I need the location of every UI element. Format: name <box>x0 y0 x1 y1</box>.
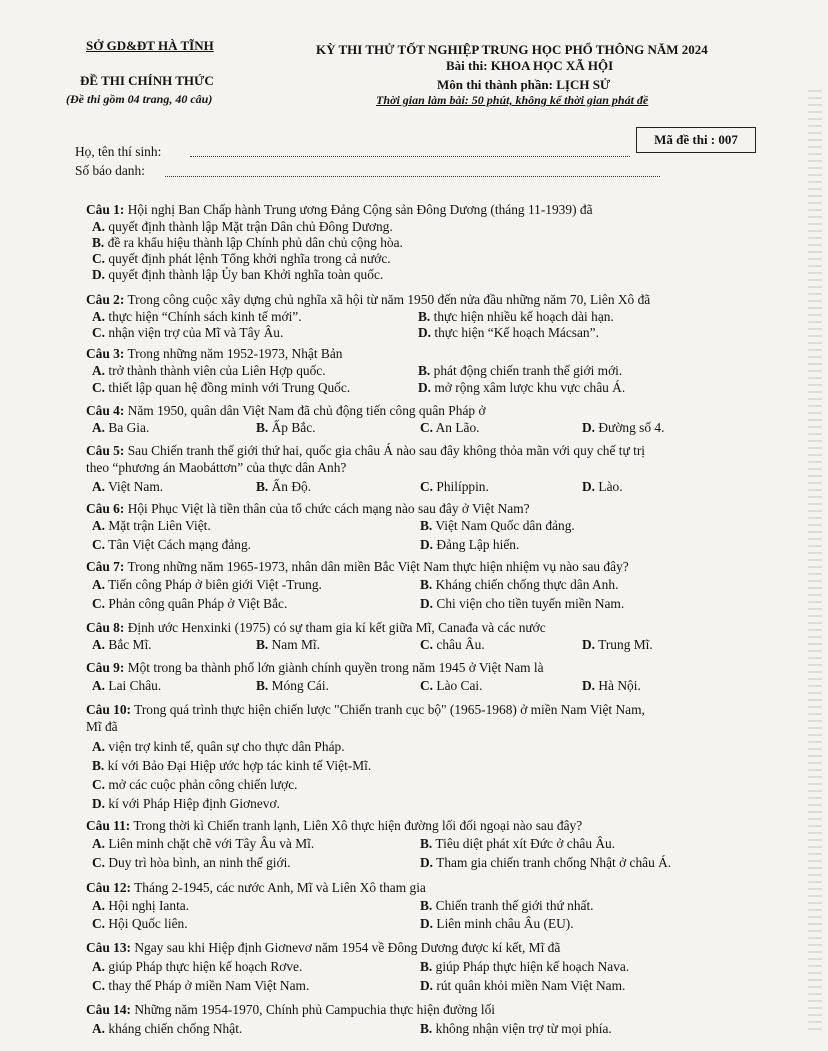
q7-option-d[interactable]: D. Chi viện cho tiền tuyến miền Nam. <box>420 596 625 611</box>
q12-option-b[interactable]: B. Chiến tranh thế giới thứ nhất. <box>420 898 594 913</box>
question-2: Câu 2: Trong công cuộc xây dựng chủ nghĩa xã hội từ năm 1950 đến nửa đầu những năm 70, Liên Xô đã <box>86 292 651 307</box>
question-10-cont: Mĩ đã <box>86 719 118 734</box>
q11-option-a[interactable]: A. Liên minh chặt chẽ với Tây Âu và Mĩ. <box>92 836 315 851</box>
q3-option-b[interactable]: B. phát động chiến tranh thế giới mới. <box>418 363 623 378</box>
question-14: Câu 14: Những năm 1954-1970, Chính phủ Campuchia thực hiện đường lối <box>86 1002 495 1017</box>
q9-option-c[interactable]: C. Lào Cai. <box>420 678 483 693</box>
q1-option-a[interactable]: A. quyết định thành lập Mặt trận Dân chủ Đông Dương. <box>92 219 393 234</box>
question-7: Câu 7: Trong những năm 1965-1973, nhân dân miền Bắc Việt Nam thực hiện nhiệm vụ nào sau đây? <box>86 559 629 574</box>
q12-option-d[interactable]: D. Liên minh châu Âu (EU). <box>420 916 574 931</box>
q2-option-b[interactable]: B. thực hiện nhiều kế hoạch dài hạn. <box>418 309 614 324</box>
q11-option-b[interactable]: B. Tiêu diệt phát xít Đức ở châu Âu. <box>420 836 616 851</box>
id-field[interactable] <box>165 176 660 177</box>
binding-edge <box>808 90 822 1030</box>
question-4: Câu 4: Năm 1950, quân dân Việt Nam đã chủ động tiến công quân Pháp ở <box>86 403 486 418</box>
q3-option-c[interactable]: C. thiết lập quan hệ đồng minh với Trung Quốc. <box>92 380 351 395</box>
q11-option-d[interactable]: D. Tham gia chiến tranh chống Nhật ở châu Á. <box>420 855 672 870</box>
q13-option-a[interactable]: A. giúp Pháp thực hiện kế hoạch Rơve. <box>92 959 303 974</box>
q9-option-b[interactable]: B. Móng Cái. <box>256 678 329 693</box>
q10-option-b[interactable]: B. kí với Bảo Đại Hiệp ước hợp tác kinh tế Việt-Mĩ. <box>92 758 372 773</box>
q10-option-c[interactable]: C. mở các cuộc phản công chiến lược. <box>92 777 298 792</box>
q2-option-a[interactable]: A. thực hiện “Chính sách kinh tế mới”. <box>92 309 302 324</box>
q11-option-c[interactable]: C. Duy trì hòa bình, an ninh thế giới. <box>92 855 291 870</box>
q12-option-c[interactable]: C. Hội Quốc liên. <box>92 916 188 931</box>
q2-option-d[interactable]: D. thực hiện “Kế hoạch Mácsan”. <box>418 325 599 340</box>
question-11: Câu 11: Trong thời kì Chiến tranh lạnh, Liên Xô thực hiện đường lối đối ngoại nào sau đây? <box>86 818 583 833</box>
name-label: Họ, tên thí sinh: <box>75 144 162 159</box>
q8-option-d[interactable]: D. Trung Mĩ. <box>582 637 653 652</box>
question-3: Câu 3: Trong những năm 1952-1973, Nhật Bản <box>86 346 343 361</box>
q6-option-b[interactable]: B. Việt Nam Quốc dân đảng. <box>420 518 575 533</box>
q4-option-c[interactable]: C. An Lão. <box>420 420 480 435</box>
question-1: Câu 1: Hội nghị Ban Chấp hành Trung ương Đảng Cộng sản Đông Dương (tháng 11-1939) đã <box>86 202 593 217</box>
question-13: Câu 13: Ngay sau khi Hiệp định Giơnevơ năm 1954 về Đông Dương được kí kết, Mĩ đã <box>86 940 561 955</box>
official-label: ĐỀ THI CHÍNH THỨC <box>80 73 214 88</box>
id-label: Số báo danh: <box>75 163 145 178</box>
q3-option-a[interactable]: A. trở thành thành viên của Liên Hợp quốc. <box>92 363 326 378</box>
q8-option-a[interactable]: A. Bắc Mĩ. <box>92 637 152 652</box>
exam-code-box: Mã đề thi : 007 <box>636 127 756 153</box>
question-9: Câu 9: Một trong ba thành phố lớn giành chính quyền trong năm 1945 ở Việt Nam là <box>86 660 544 675</box>
q7-option-b[interactable]: B. Kháng chiến chống thực dân Anh. <box>420 577 619 592</box>
question-5: Câu 5: Sau Chiến tranh thế giới thứ hai, quốc gia châu Á nào sau đây không thỏa mãn với quy chế tự trị <box>86 443 646 458</box>
q5-option-d[interactable]: D. Lào. <box>582 479 623 494</box>
question-6: Câu 6: Hội Phục Việt là tiền thân của tổ chức cách mạng nào sau đây ở Việt Nam? <box>86 501 530 516</box>
q13-option-c[interactable]: C. thay thế Pháp ở miền Nam Việt Nam. <box>92 978 310 993</box>
q1-option-d[interactable]: D. quyết định thành lập Ủy ban Khởi nghĩa toàn quốc. <box>92 267 384 282</box>
q7-option-c[interactable]: C. Phản công quân Pháp ở Việt Bắc. <box>92 596 288 611</box>
q9-option-d[interactable]: D. Hà Nội. <box>582 678 641 693</box>
q2-option-c[interactable]: C. nhận viện trợ của Mĩ và Tây Âu. <box>92 325 284 340</box>
q10-option-d[interactable]: D. kí với Pháp Hiệp định Giơnevơ. <box>92 796 280 811</box>
q14-option-b[interactable]: B. không nhận viện trợ từ mọi phía. <box>420 1021 612 1036</box>
q6-option-d[interactable]: D. Đảng Lập hiến. <box>420 537 520 552</box>
q5-option-b[interactable]: B. Ấn Độ. <box>256 479 312 494</box>
time-note: Thời gian làm bài: 50 phút, không kể thời gian phát đề <box>376 93 649 107</box>
paper-name: Bài thi: KHOA HỌC XÃ HỘI <box>446 58 614 73</box>
q13-option-b[interactable]: B. giúp Pháp thực hiện kế hoạch Nava. <box>420 959 630 974</box>
pages-note: (Đề thi gồm 04 trang, 40 câu) <box>66 92 213 106</box>
exam-title: KỲ THI THỬ TỐT NGHIỆP TRUNG HỌC PHỔ THÔNG NĂM 2024 <box>316 42 708 57</box>
q1-option-c[interactable]: C. quyết định phát lệnh Tổng khởi nghĩa trong cả nước. <box>92 251 391 266</box>
q12-option-a[interactable]: A. Hội nghị Ianta. <box>92 898 190 913</box>
q10-option-a[interactable]: A. viện trợ kinh tế, quân sự cho thực dân Pháp. <box>92 739 345 754</box>
q8-option-b[interactable]: B. Nam Mĩ. <box>256 637 320 652</box>
q13-option-d[interactable]: D. rút quân khỏi miền Nam Việt Nam. <box>420 978 626 993</box>
q5-option-a[interactable]: A. Việt Nam. <box>92 479 164 494</box>
q4-option-a[interactable]: A. Ba Gia. <box>92 420 150 435</box>
q9-option-a[interactable]: A. Lai Châu. <box>92 678 162 693</box>
question-5-cont: theo “phương án Maobáttơn” của thực dân Anh? <box>86 460 347 475</box>
q4-option-b[interactable]: B. Ấp Bắc. <box>256 420 316 435</box>
question-12: Câu 12: Tháng 2-1945, các nước Anh, Mĩ và Liên Xô tham gia <box>86 880 426 895</box>
q7-option-a[interactable]: A. Tiến công Pháp ở biên giới Việt -Trung. <box>92 577 322 592</box>
name-field[interactable] <box>190 156 630 157</box>
q14-option-a[interactable]: A. kháng chiến chống Nhật. <box>92 1021 243 1036</box>
q6-option-c[interactable]: C. Tân Việt Cách mạng đảng. <box>92 537 251 552</box>
q6-option-a[interactable]: A. Mặt trận Liên Việt. <box>92 518 211 533</box>
subject-name: Môn thi thành phần: LỊCH SỬ <box>437 77 611 92</box>
department-name: SỞ GD&ĐT HÀ TĨNH <box>86 38 214 53</box>
question-10: Câu 10: Trong quá trình thực hiện chiến lược "Chiến tranh cục bộ" (1965-1968) ở miền Nam Việt Nam, <box>86 702 645 717</box>
q1-option-b[interactable]: B. đề ra khẩu hiệu thành lập Chính phủ dân chủ cộng hòa. <box>92 235 403 250</box>
q5-option-c[interactable]: C. Philíppin. <box>420 479 489 494</box>
question-8: Câu 8: Định ước Henxinki (1975) có sự tham gia kí kết giữa Mĩ, Canađa và các nước <box>86 620 546 635</box>
q8-option-c[interactable]: C. châu Âu. <box>420 637 485 652</box>
q4-option-d[interactable]: D. Đường số 4. <box>582 420 665 435</box>
q3-option-d[interactable]: D. mở rộng xâm lược khu vực châu Á. <box>418 380 626 395</box>
